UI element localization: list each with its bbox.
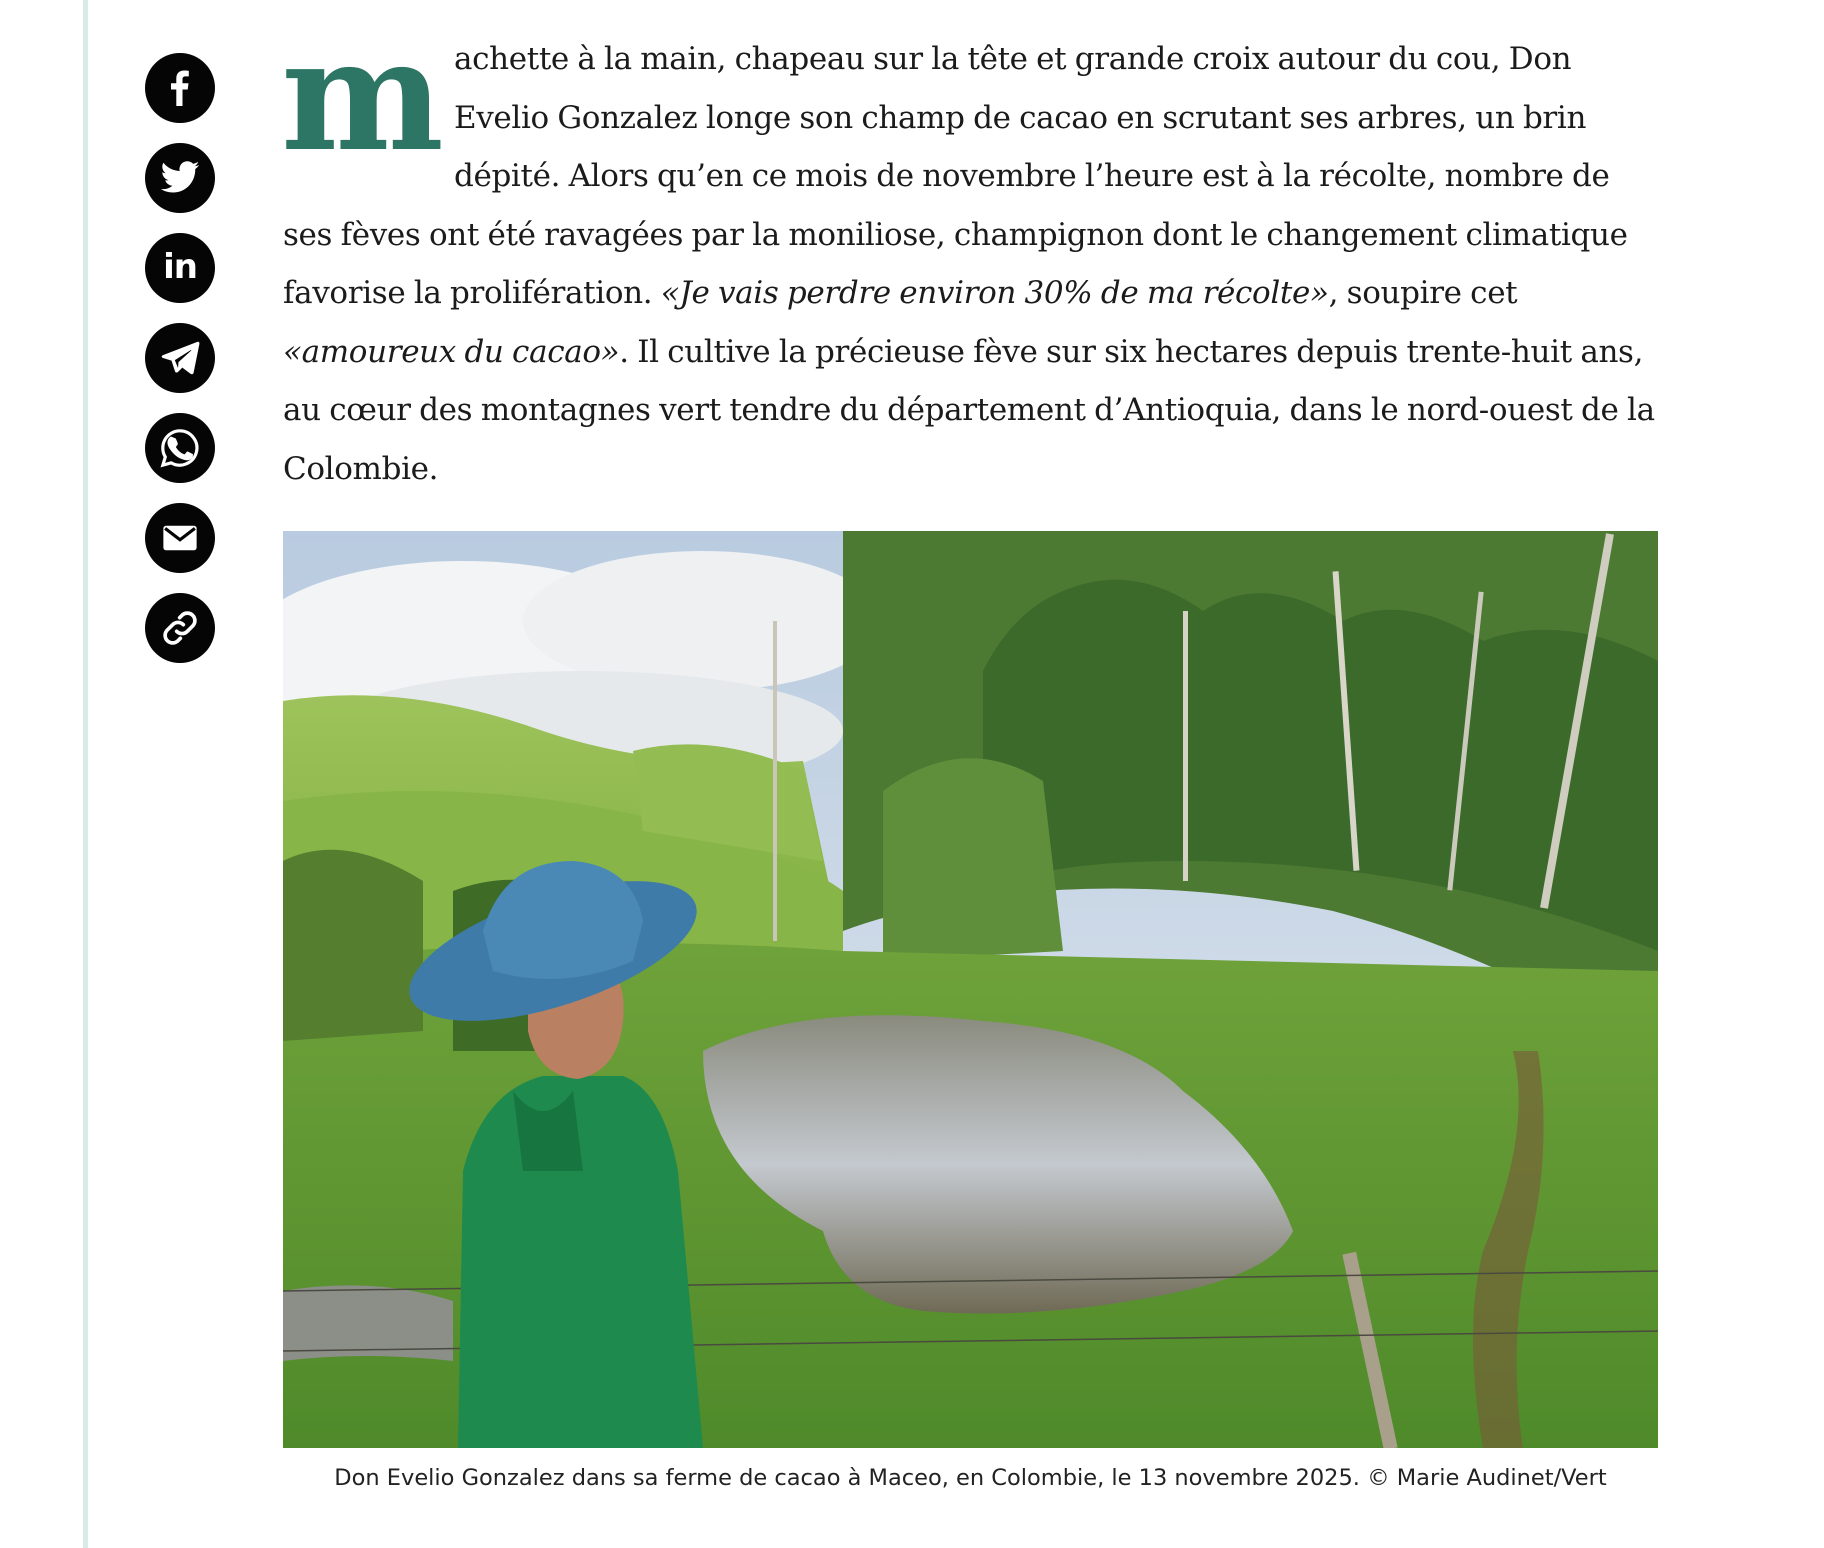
quote-harvest-loss: «Je vais perdre environ 30% de ma récolte» bbox=[660, 275, 1329, 311]
drop-cap: m bbox=[281, 5, 440, 186]
photo-caption: Don Evelio Gonzalez dans sa ferme de cacao à Maceo, en Colombie, le 13 novembre 2025. © Marie Audinet/Vert bbox=[334, 1465, 1607, 1491]
twitter-share-button[interactable] bbox=[145, 143, 215, 213]
whatsapp-icon bbox=[159, 427, 201, 469]
page-left-rule bbox=[83, 0, 88, 1548]
linkedin-icon: in bbox=[163, 247, 197, 287]
article-photo bbox=[283, 531, 1658, 1448]
lead-text-part-1: achette à la main, chapeau sur la tête et grande croix autour du cou, Don Evelio Gonzalez longe son champ de cacao en scrutant ses arbres, un brin dépité. Alors qu’en ce mois de novembre l’heure est à la récolte, nombre de ses fèves ont été ravagées par la moniliose, champignon dont le changement climatique favorise la prolifération. bbox=[283, 41, 1628, 311]
email-share-button[interactable] bbox=[145, 503, 215, 573]
linkedin-share-button[interactable] bbox=[145, 233, 215, 303]
whatsapp-share-button[interactable] bbox=[145, 413, 215, 483]
email-icon bbox=[159, 517, 201, 559]
lead-text-part-2: , soupire cet bbox=[1328, 275, 1518, 311]
facebook-share-button[interactable] bbox=[145, 53, 215, 123]
article-body bbox=[281, 5, 1658, 498]
telegram-icon bbox=[160, 338, 200, 378]
twitter-icon bbox=[159, 157, 201, 199]
facebook-icon bbox=[160, 68, 200, 108]
telegram-share-button[interactable] bbox=[145, 323, 215, 393]
copy-link-share-button[interactable] bbox=[145, 593, 215, 663]
lead-text-part-3: . Il cultive la précieuse fève sur six hectares depuis trente-huit ans, au cœur des montagnes vert tendre du département d’Antioquia, dans le nord-ouest de la Colombie. bbox=[283, 333, 1655, 487]
share-bar bbox=[145, 53, 217, 683]
farm-pond-photo bbox=[283, 531, 1658, 1448]
copy-link-icon bbox=[160, 608, 200, 648]
lead-paragraph bbox=[281, 5, 1658, 498]
quote-cocoa-lover: «amoureux du cacao» bbox=[283, 333, 620, 370]
